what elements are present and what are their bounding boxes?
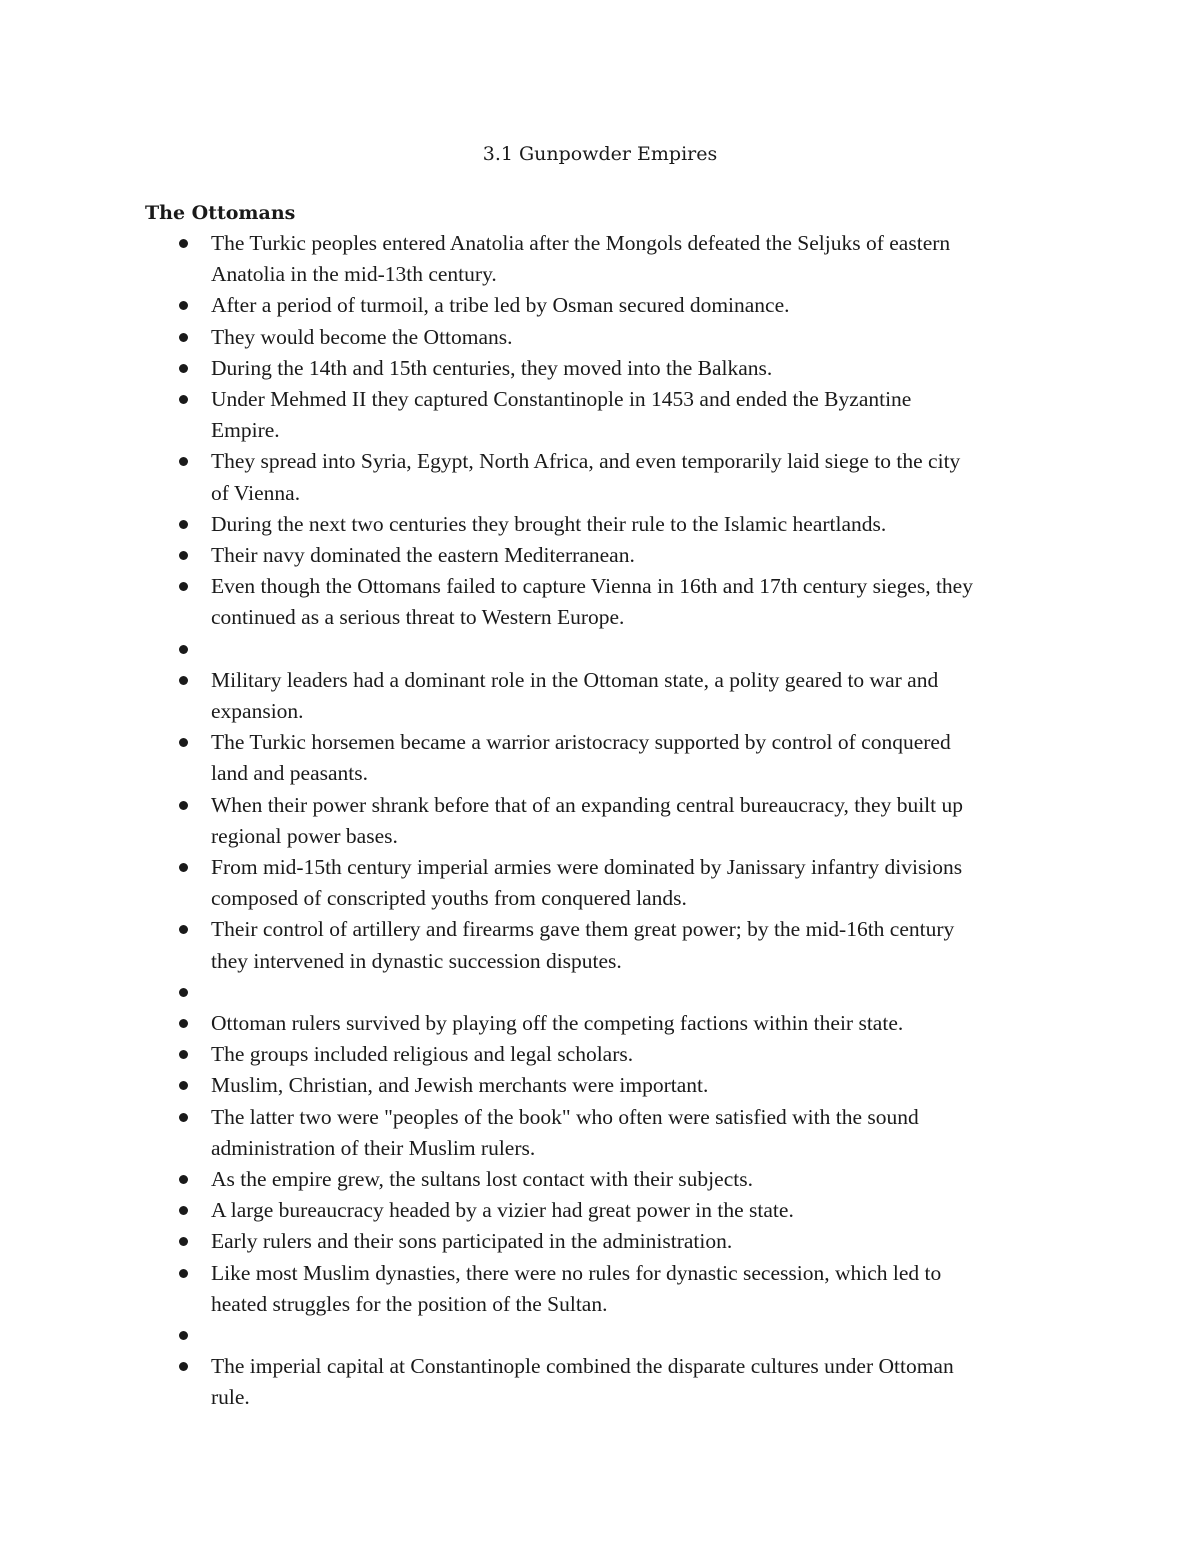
list-item-text: During the 14th and 15th centuries, they moved into the Balkans. (211, 355, 773, 380)
bullet-icon (179, 551, 188, 560)
bullet-icon (179, 1269, 188, 1278)
list-item-text: heated struggles for the position of the Sultan. (211, 1291, 608, 1316)
list-item-text: expansion. (211, 699, 304, 724)
bullet-list (0, 228, 1200, 1414)
list-item (0, 1195, 1200, 1226)
list-item-text: When their power shrank before that of an expanding central bureaucracy, they built up (211, 792, 963, 817)
list-item-text: Military leaders had a dominant role in the Ottoman state, a polity geared to war and (211, 667, 939, 692)
list-item (0, 322, 1200, 353)
bullet-icon (179, 395, 188, 404)
list-item (0, 509, 1200, 540)
list-item (0, 1008, 1200, 1039)
list-item-text: The groups included religious and legal scholars. (211, 1042, 634, 1067)
list-item (0, 446, 1200, 508)
bullet-icon (179, 582, 188, 591)
list-item (0, 1070, 1200, 1101)
list-item-text: of Vienna. (211, 480, 301, 505)
list-item (0, 384, 1200, 446)
bullet-icon (179, 333, 188, 342)
bullet-icon (179, 1362, 188, 1371)
list-item-text: They would become the Ottomans. (211, 324, 513, 349)
bullet-icon (179, 1331, 188, 1340)
bullet-icon (179, 301, 188, 310)
list-item-text: administration of their Muslim rulers. (211, 1135, 536, 1160)
list-item-text: rule. (211, 1385, 250, 1410)
bullet-icon (179, 520, 188, 529)
bullet-icon (179, 364, 188, 373)
list-item (0, 727, 1200, 789)
list-item-text: composed of conscripted youths from conquered lands. (211, 886, 687, 911)
list-item-text: As the empire grew, the sultans lost contact with their subjects. (211, 1167, 753, 1192)
list-item-text: From mid-15th century imperial armies were dominated by Janissary infantry divisions (211, 855, 963, 880)
list-item-text: regional power bases. (211, 823, 398, 848)
bullet-icon (179, 1050, 188, 1059)
list-item-text: The Turkic horsemen became a warrior aristocracy supported by control of conquered (211, 730, 951, 755)
bullet-icon (179, 645, 188, 654)
list-item (0, 1226, 1200, 1257)
list-item (0, 540, 1200, 571)
bullet-icon (179, 676, 188, 685)
list-item (0, 1258, 1200, 1320)
list-item (0, 1102, 1200, 1164)
list-item-text: The imperial capital at Constantinople combined the disparate cultures under Ottoman (211, 1354, 954, 1379)
bullet-icon (179, 1206, 188, 1215)
list-item-text: Muslim, Christian, and Jewish merchants were important. (211, 1073, 709, 1098)
list-item-text: They spread into Syria, Egypt, North Africa, and even temporarily laid siege to the city (211, 449, 961, 474)
bullet-icon (179, 863, 188, 872)
list-item (0, 571, 1200, 633)
list-item (0, 665, 1200, 727)
bullet-icon (179, 801, 188, 810)
bullet-icon (179, 457, 188, 466)
bullet-icon (179, 1081, 188, 1090)
list-item-text: Even though the Ottomans failed to capture Vienna in 16th and 17th century sieges, they (211, 574, 973, 599)
list-item-text: Their control of artillery and firearms gave them great power; by the mid-16th century (211, 917, 955, 942)
bullet-icon (179, 1237, 188, 1246)
document-title: 3.1 Gunpowder Empires (482, 143, 718, 165)
list-item-text: A large bureaucracy headed by a vizier had great power in the state. (211, 1198, 794, 1223)
section-heading: The Ottomans (145, 202, 296, 224)
list-item-text: The latter two were "peoples of the book" who often were satisfied with the sound (211, 1104, 919, 1129)
list-item-text: Under Mehmed II they captured Constantinople in 1453 and ended the Byzantine (211, 387, 912, 412)
bullet-icon (179, 1175, 188, 1184)
list-item-text: Empire. (211, 418, 280, 443)
bullet-icon (179, 1113, 188, 1122)
list-item-text: they intervened in dynastic succession disputes. (211, 948, 622, 973)
list-item (0, 1039, 1200, 1070)
list-item-text: After a period of turmoil, a tribe led by Osman secured dominance. (211, 293, 790, 318)
bullet-icon (179, 988, 188, 997)
list-item (0, 790, 1200, 852)
list-item (0, 228, 1200, 290)
list-item (0, 634, 1200, 665)
list-item-text: During the next two centuries they brought their rule to the Islamic heartlands. (211, 511, 887, 536)
list-item-text: land and peasants. (211, 761, 369, 786)
list-item-text: Anatolia in the mid-13th century. (211, 262, 497, 287)
list-item-text: Early rulers and their sons participated in the administration. (211, 1229, 733, 1254)
bullet-icon (179, 925, 188, 934)
list-item-text: The Turkic peoples entered Anatolia after the Mongols defeated the Seljuks of eastern (211, 231, 951, 255)
list-item (0, 1351, 1200, 1413)
list-item (0, 977, 1200, 1008)
list-item (0, 353, 1200, 384)
list-item (0, 1164, 1200, 1195)
list-item (0, 290, 1200, 321)
list-item-text: Like most Muslim dynasties, there were no rules for dynastic secession, which led to (211, 1260, 942, 1285)
bullet-icon (179, 1019, 188, 1028)
bullet-icon (179, 239, 188, 248)
list-item (0, 914, 1200, 976)
list-item-text: Ottoman rulers survived by playing off the competing factions within their state. (211, 1011, 904, 1036)
bullet-icon (179, 738, 188, 747)
list-item-text: Their navy dominated the eastern Mediterranean. (211, 543, 635, 568)
list-item (0, 852, 1200, 914)
list-item (0, 1320, 1200, 1351)
list-item-text: continued as a serious threat to Western Europe. (211, 605, 625, 630)
